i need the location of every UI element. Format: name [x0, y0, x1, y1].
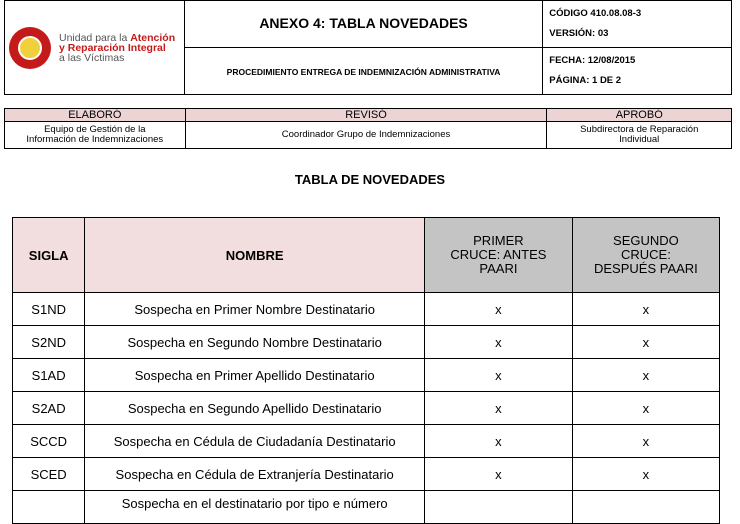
organization-name: Unidad para la Atención y Reparación Integral a las Víctimas — [59, 31, 176, 64]
cell-nombre: Sospecha en Primer Apellido Destinatario — [85, 359, 425, 392]
cell-segundo-cruce: x — [572, 458, 719, 491]
doc-date: FECHA: 12/08/2015 — [549, 55, 636, 66]
role-elaboro: Equipo de Gestión de la Información de Indemnizaciones — [5, 122, 186, 149]
cell-sigla: S2AD — [13, 392, 85, 425]
cell-segundo-cruce: x — [572, 392, 719, 425]
cell-nombre: Sospecha en el destinatario por tipo e número — [85, 491, 425, 524]
role-reviso: Coordinador Grupo de Indemnizaciones — [185, 122, 547, 149]
table-row — [13, 425, 720, 458]
cell-sigla: S1AD — [13, 359, 85, 392]
cell-sigla — [13, 491, 85, 524]
section-title: TABLA DE NOVEDADES — [294, 172, 446, 187]
cell-segundo-cruce: x — [572, 326, 719, 359]
cell-sigla: SCED — [13, 458, 85, 491]
novedades-table — [12, 217, 720, 524]
column-header-sigla: SIGLA — [13, 218, 85, 293]
table-row-partial — [13, 491, 720, 524]
cell-nombre: Sospecha en Segundo Apellido Destinatario — [85, 392, 425, 425]
organization-logo — [5, 27, 184, 69]
procedure-title: PROCEDIMIENTO ENTREGA DE INDEMNIZACIÓN ADMINISTRATIVA — [184, 48, 542, 95]
table-row — [13, 458, 720, 491]
cell-nombre: Sospecha en Segundo Nombre Destinatario — [85, 326, 425, 359]
cell-primer-cruce: x — [425, 326, 573, 359]
cell-sigla: S2ND — [13, 326, 85, 359]
document-title: ANEXO 4: TABLA NOVEDADES — [184, 1, 542, 48]
doc-code-version — [543, 1, 732, 48]
cell-nombre: Sospecha en Primer Nombre Destinatario — [85, 293, 425, 326]
cell-primer-cruce: x — [425, 293, 573, 326]
cell-sigla: SCCD — [13, 425, 85, 458]
document-header — [4, 0, 732, 95]
cell-primer-cruce: x — [425, 392, 573, 425]
cell-nombre: Sospecha en Cédula de Ciudadanía Destinatario — [85, 425, 425, 458]
column-header-primer-cruce: PRIMER CRUCE: ANTES PAARI — [425, 218, 573, 293]
cell-segundo-cruce: x — [572, 293, 719, 326]
cell-segundo-cruce — [572, 491, 719, 524]
cell-primer-cruce: x — [425, 458, 573, 491]
role-aprobo: Subdirectora de Reparación Individual — [547, 122, 732, 149]
doc-code: CÓDIGO 410.08.08-3 — [549, 8, 642, 19]
cell-primer-cruce: x — [425, 425, 573, 458]
cell-segundo-cruce: x — [572, 359, 719, 392]
cell-nombre: Sospecha en Cédula de Extranjería Destinatario — [85, 458, 425, 491]
doc-version: VERSIÓN: 03 — [549, 28, 609, 39]
column-header-segundo-cruce: SEGUNDO CRUCE: DESPUÉS PAARI — [572, 218, 719, 293]
table-row — [13, 392, 720, 425]
doc-page: PÁGINA: 1 DE 2 — [549, 75, 622, 86]
logo-cell — [5, 1, 185, 95]
role-header-reviso: REVISÓ — [185, 109, 547, 122]
role-header-aprobo: APROBÓ — [547, 109, 732, 122]
table-row — [13, 326, 720, 359]
national-seal-icon — [9, 27, 51, 69]
column-header-nombre: NOMBRE — [85, 218, 425, 293]
table-row — [13, 359, 720, 392]
cell-sigla: S1ND — [13, 293, 85, 326]
table-row — [13, 293, 720, 326]
cell-primer-cruce — [425, 491, 573, 524]
cell-segundo-cruce: x — [572, 425, 719, 458]
doc-date-page — [543, 48, 732, 95]
cell-primer-cruce: x — [425, 359, 573, 392]
approval-table — [4, 108, 732, 149]
role-header-elaboro: ELABORÓ — [5, 109, 186, 122]
